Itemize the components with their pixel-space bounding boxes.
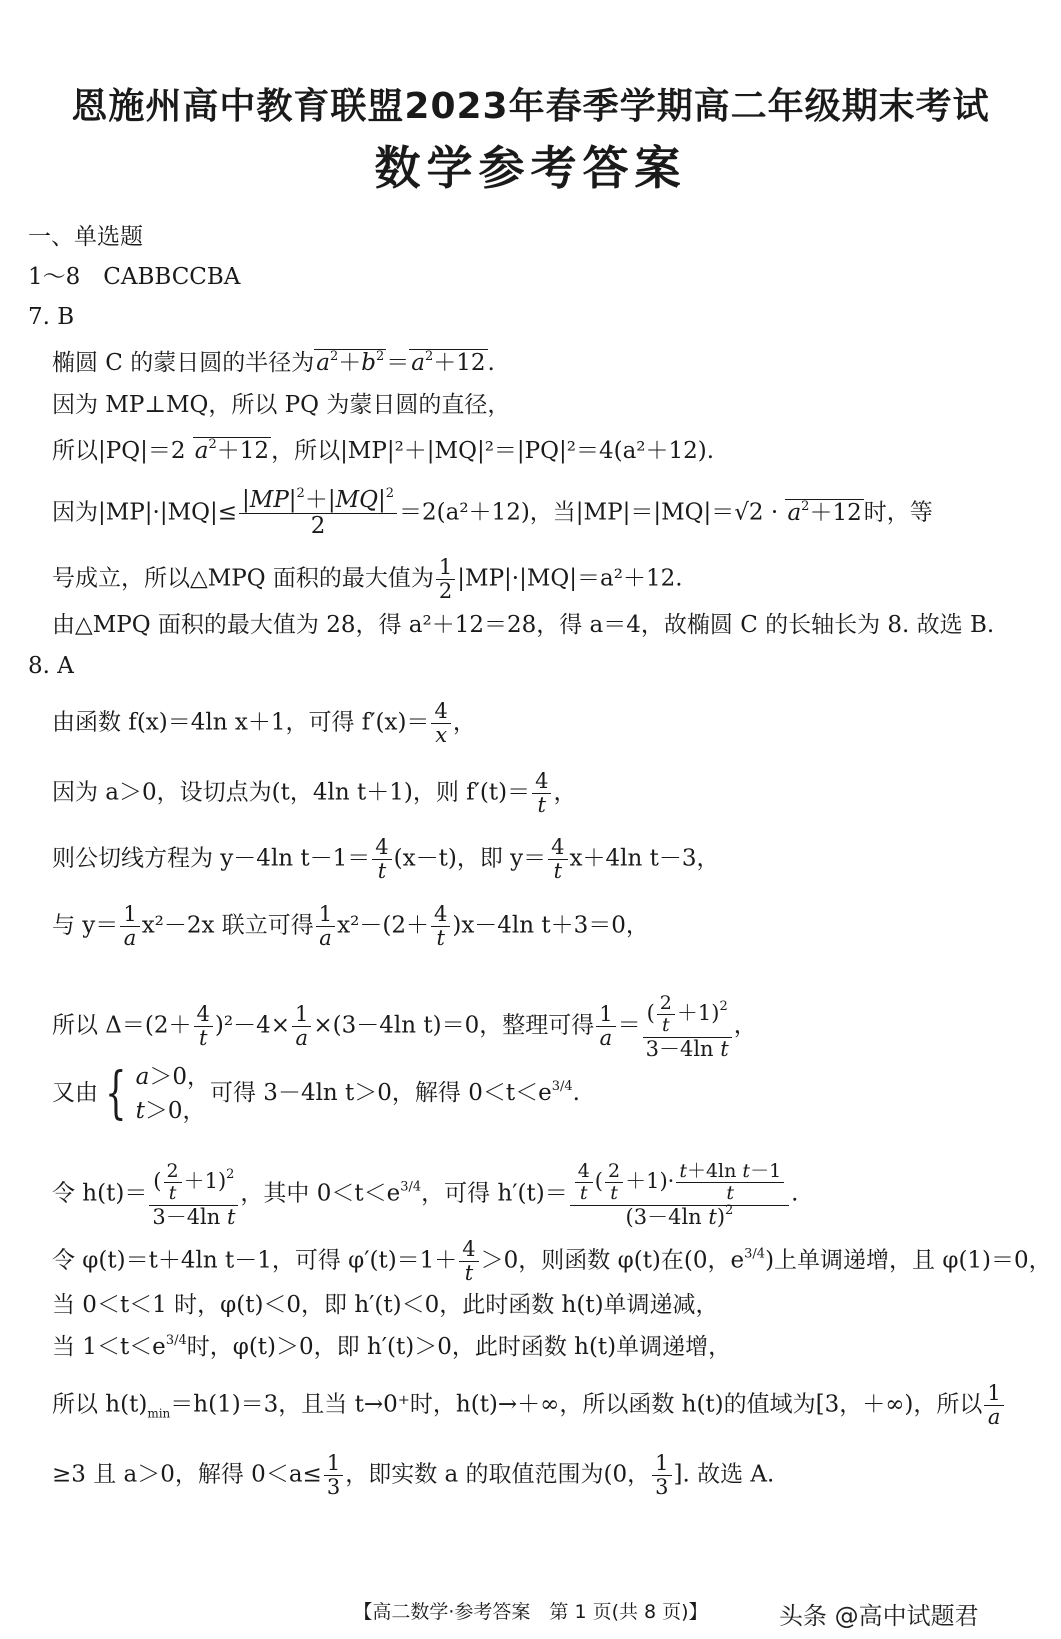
watermark: 头条 @高中试题君 — [779, 1602, 979, 1630]
q7-label: 7. B — [28, 304, 75, 330]
q8-line5: 所以 Δ＝(2＋ $\frac{4}{t}$ )²－4× $\frac{1}{a}$ ×(3－4ln t)＝0，整理可得 $\frac{1}{a}$ ＝ ( $\frac{2}{t}$ ＋1)$^2$ 3－4ln t ， — [52, 992, 757, 1061]
q8-line8: 令 φ(t)＝t＋4ln t－1，可得 φ′(t)＝1＋ $\frac{4}{t}$ ＞0，则函数 φ(t)在(0，$e^{3/4}$)上单调递增，且 φ(1)＝0， — [52, 1237, 1052, 1285]
q8-line1: 由函数 f(x)＝4ln x＋1，可得 f′(x)＝ $\frac{4}{x}$ ， — [52, 699, 476, 747]
q7-line5: 号成立，所以△MPQ 面积的最大值为 $\frac{1}{2}$ |MP|·|MQ|＝a²＋12. — [52, 555, 683, 603]
answer-key: 1～8 CABBCCBA — [28, 264, 241, 290]
q8-line9: 当 0＜t＜1 时，φ(t)＜0，即 h′(t)＜0，此时函数 h(t)单调递减， — [52, 1292, 719, 1318]
q7-line4: 因为|MP|·|MQ|≤ $\frac{|MP|^2+|MQ|^2}{2}$ ＝2(a²＋12)，当$|MP|=|MQ|=√2 \cdot a^2+12$时，等 — [52, 486, 933, 539]
q7-line3: 所以|PQ|＝2 $a^2+12$，所以|MP|²＋|MQ|²＝|PQ|²＝4(a²＋12). — [52, 437, 715, 464]
q8-label: 8. A — [28, 653, 74, 679]
q7-line1: 椭圆 C 的蒙日圆的半径为$a^2+b^2=a^2+12$. — [52, 349, 495, 376]
q8-line4: 与 y＝ $\frac{1}{a}$ x²－2x 联立可得 $\frac{1}{a}$ x²－(2＋ $\frac{4}{t}$ )x－4ln t＋3＝0， — [52, 902, 649, 950]
q7-line6: 由△MPQ 面积的最大值为 28，得 a²＋12＝28，得 a＝4，故椭圆 C 的长轴长为 8. 故选 B. — [52, 612, 995, 638]
q8-line2: 因为 a＞0，设切点为(t，4ln t＋1)，则 f′(t)＝ $\frac{4}{t}$ ， — [52, 769, 577, 817]
q7-line2: 因为 MP⊥MQ，所以 PQ 为蒙日圆的直径， — [52, 392, 511, 418]
q8-line3: 则公切线方程为 y－4ln t－1＝ $\frac{4}{t}$ (x－t)，即 y＝ $\frac{4}{t}$ x＋4ln t－3， — [52, 835, 720, 883]
title-line2: 数学参考答案 — [374, 141, 687, 195]
q8-line6: 又由 { a＞0， t＞0，可得 3－4ln t＞0，解得 $0<t<e^{3/4}$. — [52, 1061, 580, 1126]
q8-line11: 所以 $h(t)_{min}=h(1)=3$，且当 t→0⁺时，h(t)→＋∞，所以函数 h(t)的值域为[3，＋∞)，所以 $\frac{1}{a}$ — [52, 1382, 1006, 1429]
q8-line10: 当 $1<t<e^{3/4}$时，φ(t)＞0，即 h′(t)＞0，此时函数 h(t)单调递增， — [52, 1333, 732, 1360]
title-line1: 恩施州高中教育联盟2023年春季学期高二年级期末考试 — [71, 86, 990, 127]
section-heading: 一、单选题 — [28, 224, 143, 250]
page-footer: 【高二数学·参考答案 第 1 页(共 8 页)】 — [353, 1601, 708, 1623]
q8-line12: ≥3 且 a＞0，解得 0＜a≤ $\frac{1}{3}$ ，即实数 a 的取值范围为(0， $\frac{1}{3}$ ]. 故选 A. — [52, 1451, 775, 1499]
q8-line7: 令 h(t)＝ ( $\frac{2}{t}$ ＋1)$^2$ 3－4ln t ，其中 $0<t<e^{3/4}$，可得 h′(t)＝ $\frac{4}{t}$ ( $\frac{2}{t}$ ＋1)· $\frac{\text{t＋4ln t－1}}{t}$ (3－4ln t)$^2$ . — [52, 1160, 799, 1229]
